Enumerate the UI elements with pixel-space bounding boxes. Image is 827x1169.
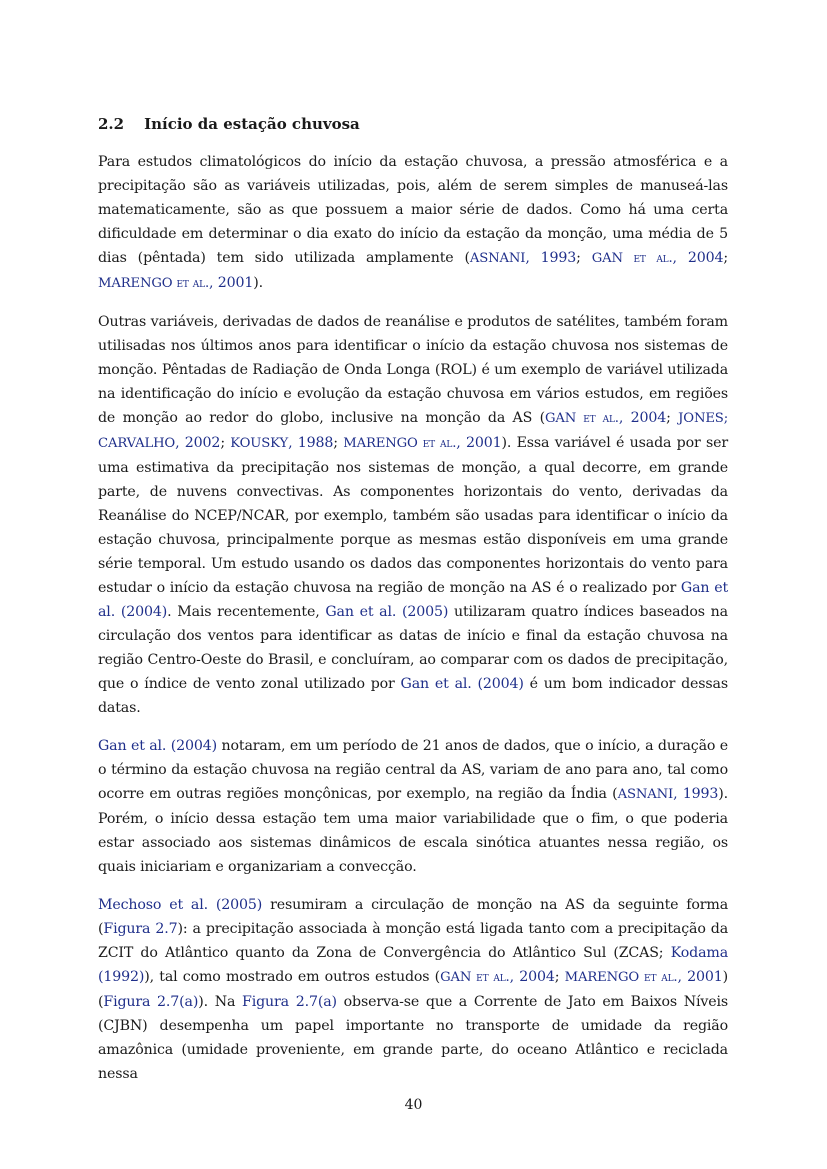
citation-link[interactable]: Figura 2.7: [103, 921, 178, 937]
citation-author[interactable]: GAN et al.: [591, 251, 673, 266]
paragraph-text: ;: [333, 435, 344, 451]
citation-author[interactable]: MARENGO et al.: [343, 436, 457, 451]
paragraph-text: ): a precipitação associada à monção está ligada tanto com a precipitação da ZCIT do Atlântico quanto da Zona de Convergência do Atlântico Sul (ZCAS;: [98, 921, 728, 961]
paragraph-text: notaram, em um período de 21 anos de dados, que o início, a duração e o término da estação chuvosa na região central da AS, variam de ano para ano, tal como ocorre em outras regiões monçônicas, por exemplo, na região da Índia (: [98, 738, 728, 802]
paragraph-text: ;: [554, 969, 565, 985]
paragraph-text: resumiram a circulação de monção na AS da seguinte forma (: [98, 897, 729, 937]
section-heading: [98, 112, 728, 136]
citation-link[interactable]: Mechoso et al. (2005): [98, 897, 263, 913]
citation-author[interactable]: MARENGO et al.: [98, 276, 209, 291]
citation-link[interactable]: Gan et al. (2005): [325, 604, 449, 620]
citation-link[interactable]: , 2001: [677, 969, 723, 985]
citation-link[interactable]: , 2001: [456, 435, 502, 451]
citation-link[interactable]: Gan et al. (2004): [98, 580, 728, 620]
paragraph-text: ). Na: [198, 994, 243, 1010]
citation-author[interactable]: MARENGO et al.: [564, 970, 678, 985]
paragraph: [98, 310, 728, 720]
paragraph-text: ), tal como mostrado em outros estudos (: [144, 969, 441, 985]
paragraph: [98, 150, 728, 296]
citation-author[interactable]: GAN et al.: [440, 970, 510, 985]
citation-author[interactable]: ASNANI: [617, 787, 674, 802]
citation-author[interactable]: JONES; CARVALHO: [98, 411, 728, 451]
document-page: [98, 112, 728, 1100]
citation-link[interactable]: Figura 2.7(a): [103, 994, 199, 1010]
paragraph-text: ;: [666, 410, 679, 426]
paragraph-text: ;: [576, 250, 592, 266]
citation-link[interactable]: Gan et al. (2004): [98, 738, 218, 754]
paragraph-text: Outras variáveis, derivadas de dados de reanálise e produtos de satélites, também foram utilisadas nos últimos anos para identificar o início da estação chuvosa nos sistemas de monção. Pêntadas de Radiação de Onda Longa (ROL) é um exemplo de variável utilizada na identificação do início e evolução da estação chuvosa em vários estudos, em regiões de monção ao redor do globo, inclusive na monção da AS (: [98, 314, 728, 426]
citation-link[interactable]: , 1988: [288, 435, 334, 451]
section-number: 2.2: [98, 115, 125, 133]
citation-author[interactable]: KOUSKY: [230, 436, 289, 451]
paragraph-text: é um bom indicador dessas datas.: [98, 676, 728, 716]
citation-link[interactable]: , 1993: [673, 786, 719, 802]
paragraph-text: ;: [220, 435, 231, 451]
citation-link[interactable]: , 2004: [509, 969, 555, 985]
paragraph-text: ). Porém, o início dessa estação tem uma maior variabilidade que o fim, o que poderia estar associado aos sistemas dinâmicos de escala sinótica atuantes nessa região, os quais iniciariam e organizariam a convecção.: [98, 786, 729, 875]
page-number: 40: [404, 1097, 423, 1113]
paragraph-text: ). Essa variável é usada por ser uma estimativa da precipitação nos sistemas de monção, a qual decorre, em grande parte, de nuvens convectivas. As componentes horizontais do vento, derivadas da Reanálise do NCEP/NCAR, por exemplo, também são usadas para identificar o início da estação chuvosa, principalmente porque as mesmas estão disponíveis em uma grande série temporal. Um estudo usando os dados das componentes horizontais do vento para estudar o início da estação chuvosa na região de monção na AS é o realizado por: [98, 435, 728, 596]
citation-link[interactable]: , 2004: [672, 250, 724, 266]
citation-link[interactable]: Gan et al. (2004): [400, 676, 524, 692]
paragraph-text: ) (: [98, 969, 728, 1010]
paragraph-text: ).: [253, 275, 263, 291]
paragraph-text: Para estudos climatológicos do início da estação chuvosa, a pressão atmosférica e a precipitação são as variáveis utilizadas, pois, além de serem simples de manuseá-las matematicamente, são as que possuem a maior série de dados. Como há uma certa dificuldade em determinar o dia exato do início da estação da monção, uma média de 5 dias (pêntada) tem sido utilizada amplamente (: [98, 154, 728, 266]
citation-link[interactable]: Figura 2.7(a): [242, 994, 337, 1010]
citation-link[interactable]: , 2004: [618, 410, 667, 426]
paragraph: [98, 893, 728, 1086]
citation-author[interactable]: GAN et al.: [545, 411, 619, 426]
paragraph-text: ;: [723, 250, 728, 266]
citation-author[interactable]: ASNANI: [469, 251, 526, 266]
citation-link[interactable]: Kodama (1992): [98, 945, 728, 985]
section-title: Início da estação chuvosa: [144, 115, 360, 133]
citation-link[interactable]: , 1993: [525, 250, 577, 266]
paragraph-text: utilizaram quatro índices baseados na circulação dos ventos para identificar as datas de início e final da estação chuvosa na região Centro-Oeste do Brasil, e concluíram, ao comparar com os dados de precipitação, que o índice de vento zonal utilizado por: [98, 604, 728, 692]
citation-link[interactable]: , 2001: [209, 275, 254, 291]
paragraph: [98, 734, 728, 879]
citation-link[interactable]: , 2002: [175, 435, 221, 451]
paragraph-text: . Mais recentemente,: [167, 604, 326, 620]
paragraph-text: observa-se que a Corrente de Jato em Baixos Níveis (CJBN) desempenha um papel importante no transporte de umidade da região amazônica (umidade proveniente, em grande parte, do oceano Atlântico e reciclada nessa: [98, 994, 729, 1082]
